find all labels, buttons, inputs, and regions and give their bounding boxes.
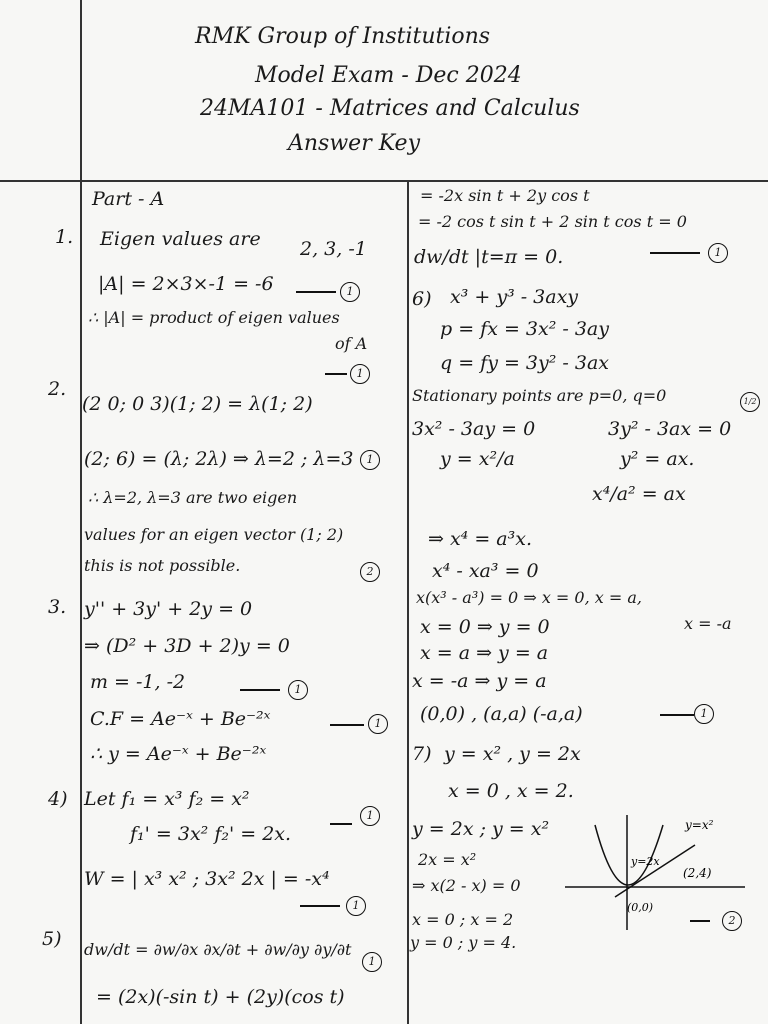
q7-line-g: y = 0 ; y = 4. <box>410 933 517 952</box>
q6-line-f: 3y² - 3ax = 0 <box>608 418 732 440</box>
q3-line-b: ⇒ (D² + 3D + 2)y = 0 <box>84 635 290 657</box>
header-course: 24MA101 - Matrices and Calculus <box>200 96 580 121</box>
q6-mark-tick <box>660 714 694 716</box>
header-divider <box>0 180 768 182</box>
q1-mark-1: 1 <box>340 282 360 302</box>
q3-line-d: C.F = Ae⁻ˣ + Be⁻²ˣ <box>90 708 271 730</box>
q6-line-e: 3x² - 3ay = 0 <box>412 418 536 440</box>
q6-line-g: y = x²/a <box>440 448 515 470</box>
q2-number: 2. <box>48 378 67 400</box>
q6-line-l: x(x³ - a³) = 0 ⇒ x = 0, x = a, <box>416 588 642 607</box>
header-answer-key: Answer Key <box>288 131 420 156</box>
q3-line-a: y'' + 3y' + 2y = 0 <box>84 598 253 620</box>
r-top-mark-tick <box>650 252 700 254</box>
q1-line-a: Eigen values are <box>100 228 261 250</box>
q6-line-n: x = 0 ⇒ y = 0 <box>420 616 550 638</box>
q7-number: 7) <box>412 743 432 765</box>
r-top-a: = -2x sin t + 2y cos t <box>420 186 590 205</box>
q1-line-c: ∴ |A| = product of eigen values <box>88 308 340 327</box>
q2-line-d: values for an eigen vector (1; 2) <box>84 525 344 544</box>
q1-line-b: |A| = 2×3×-1 = -6 <box>98 273 274 295</box>
q6-line-h: y² = ax. <box>620 448 695 470</box>
q6-number: 6) <box>412 288 432 310</box>
r-top-c: dw/dt |t=π = 0. <box>414 246 564 268</box>
q4-mark-1: 1 <box>360 806 380 826</box>
q6-line-o: x = a ⇒ y = a <box>420 642 549 664</box>
top-left-margin-line <box>80 0 82 180</box>
q2-line-e: this is not possible. <box>84 556 241 575</box>
q3-mark2-tick <box>330 724 364 726</box>
q6-line-k: x⁴ - xa³ = 0 <box>432 560 539 582</box>
q1-values: 2, 3, -1 <box>300 238 367 260</box>
q4-line-a: Let f₁ = x³ f₂ = x² <box>84 788 250 810</box>
q1-mark-tick <box>296 291 336 293</box>
q5-number: 5) <box>42 928 62 950</box>
q4-line-b: f₁' = 3x² f₂' = 2x. <box>130 823 292 845</box>
q3-mark-2: 1 <box>368 714 388 734</box>
column-divider <box>407 180 409 1024</box>
header-exam: Model Exam - Dec 2024 <box>255 63 522 88</box>
q6-line-q: (0,0) , (a,a) (-a,a) <box>420 703 583 725</box>
q7-sketch <box>565 815 765 935</box>
q2-line-b: (2; 6) = (λ; 2λ) ⇒ λ=2 ; λ=3 <box>84 448 354 470</box>
r-top-mark: 1 <box>708 243 728 263</box>
q5-mark-1: 1 <box>362 952 382 972</box>
q1-mark2-tick <box>325 373 347 375</box>
q6-line-i: x⁴/a² = ax <box>592 483 686 505</box>
q7-line-f: x = 0 ; x = 2 <box>412 910 514 929</box>
q3-line-c: m = -1, -2 <box>90 671 186 693</box>
q6-line-d: Stationary points are p=0, q=0 <box>412 386 667 405</box>
q2-mark-2: 2 <box>360 562 380 582</box>
q4-mark-2: 1 <box>346 896 366 916</box>
q4-line-c: W = | x³ x² ; 3x² 2x | = -x⁴ <box>84 868 330 890</box>
sketch-label-point: (2,4) <box>683 866 712 880</box>
q2-line-a: (2 0; 0 3)(1; 2) = λ(1; 2) <box>82 393 313 415</box>
r-top-b: = -2 cos t sin t + 2 sin t cos t = 0 <box>418 212 687 231</box>
q6-line-c: q = fy = 3y² - 3ax <box>440 352 609 374</box>
q7-line-a: y = x² , y = 2x <box>444 743 581 765</box>
q7-line-c: y = 2x ; y = x² <box>412 818 550 840</box>
q4-number: 4) <box>48 788 68 810</box>
left-margin-line <box>80 180 82 1024</box>
q3-mark-tick <box>240 689 280 691</box>
sketch-label-origin: (0,0) <box>627 901 654 914</box>
q7-line-b: x = 0 , x = 2. <box>448 780 574 802</box>
q2-line-c: ∴ λ=2, λ=3 are two eigen <box>88 488 298 507</box>
q4-mark2-tick <box>300 905 340 907</box>
q6-line-j: ⇒ x⁴ = a³x. <box>428 528 532 550</box>
q3-number: 3. <box>48 596 67 618</box>
q3-line-e: ∴ y = Ae⁻ˣ + Be⁻²ˣ <box>90 743 267 765</box>
q6-mark-1: 1 <box>694 704 714 724</box>
q7-line-d: 2x = x² <box>418 850 477 869</box>
sketch-label-parabola: y=x² <box>685 818 714 832</box>
q6-line-p: x = -a ⇒ y = a <box>412 670 547 692</box>
sketch-label-line: y=2x <box>631 855 660 868</box>
q5-line-b: = (2x)(-sin t) + (2y)(cos t) <box>96 986 345 1008</box>
q3-mark-1: 1 <box>288 680 308 700</box>
q4-mark-tick <box>330 823 352 825</box>
q6-line-b: p = fx = 3x² - 3ay <box>440 318 609 340</box>
part-label: Part - A <box>92 188 165 210</box>
q6-line-m: x = -a <box>684 614 732 633</box>
q6-mark-half: 1/2 <box>740 392 760 412</box>
q6-line-a: x³ + y³ - 3axy <box>450 286 579 308</box>
header-institution: RMK Group of Institutions <box>195 24 491 49</box>
q1-line-d: of A <box>335 334 368 353</box>
q1-number: 1. <box>55 226 74 248</box>
q7-mark-2: 2 <box>722 911 742 931</box>
q2-mark-1: 1 <box>360 450 380 470</box>
q5-line-a: dw/dt = ∂w/∂x ∂x/∂t + ∂w/∂y ∂y/∂t <box>84 940 352 959</box>
q7-line-e: ⇒ x(2 - x) = 0 <box>412 876 521 895</box>
q1-mark-2: 1 <box>350 364 370 384</box>
